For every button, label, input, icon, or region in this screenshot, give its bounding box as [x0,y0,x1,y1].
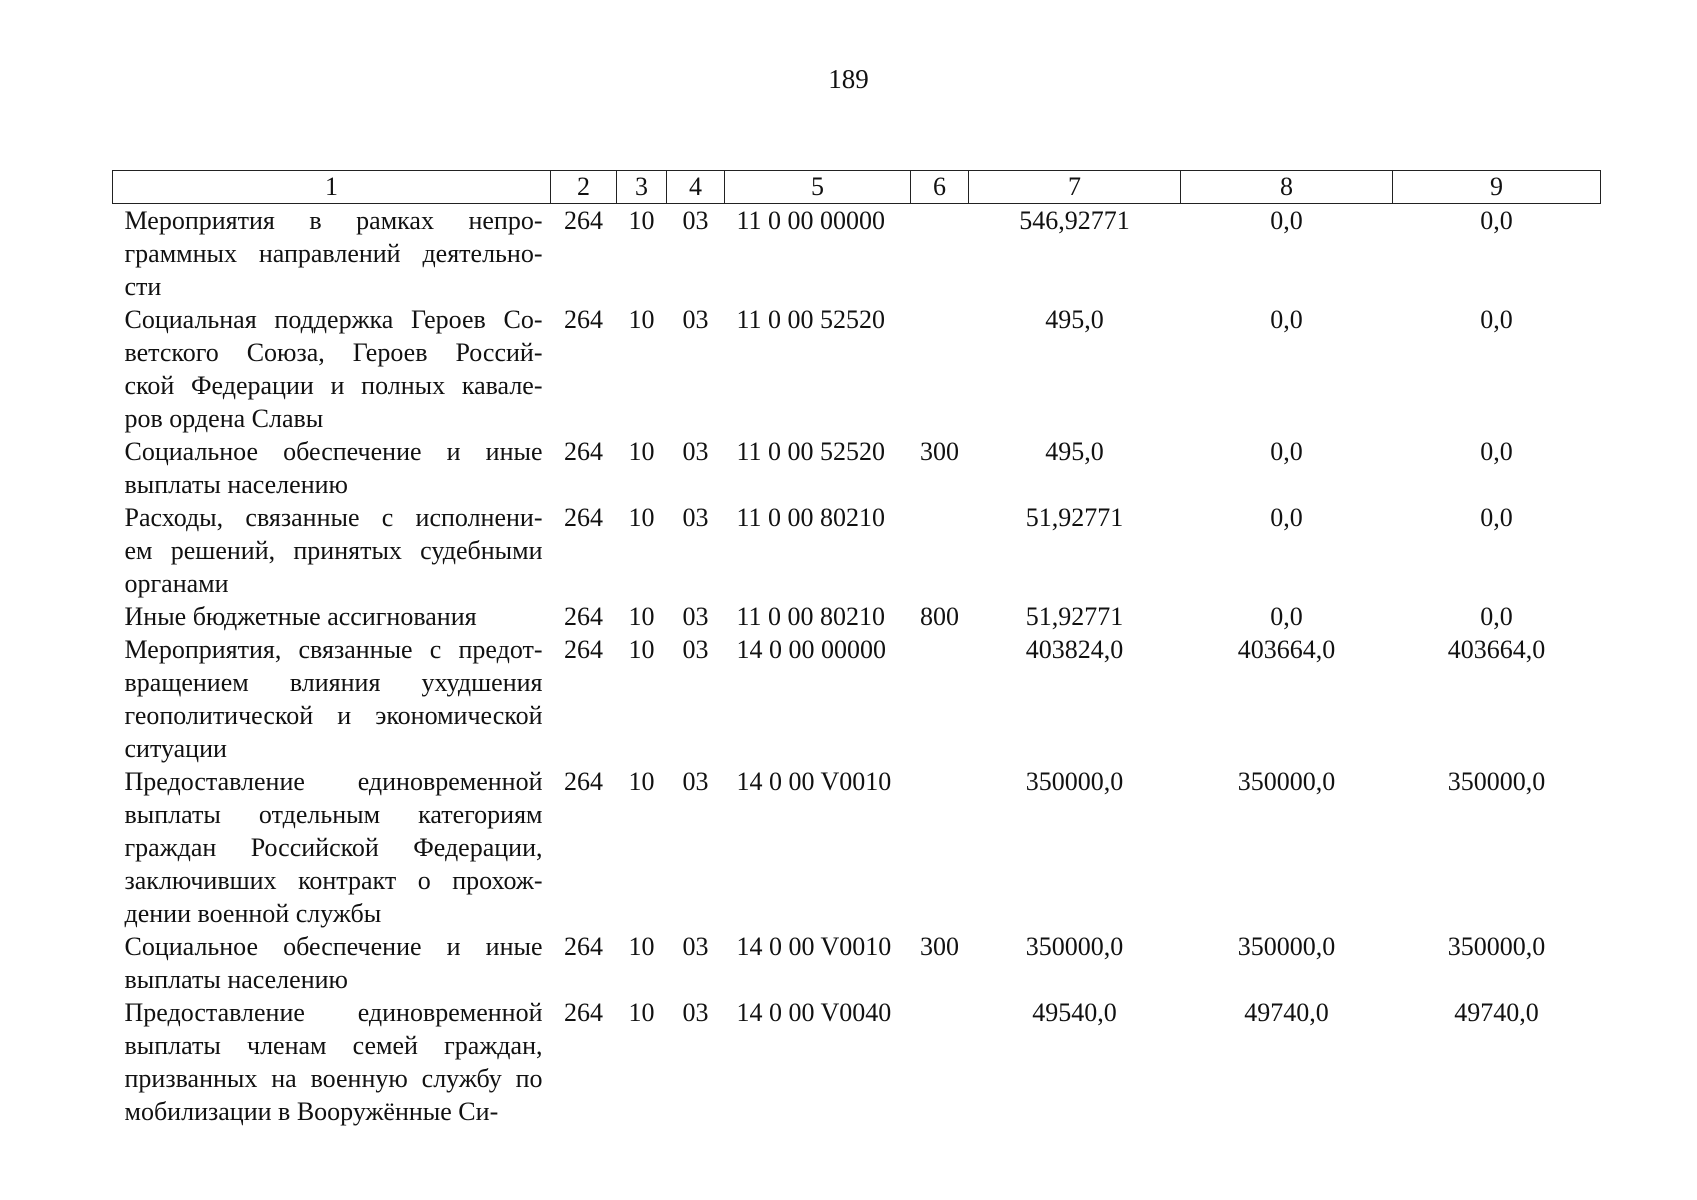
table-row [113,435,1601,501]
row-code-section: 10 [628,602,655,631]
row-name-cell [113,600,551,633]
row-code-chapter: 264 [564,437,603,466]
row-name-line: ров ордена Славы [124,404,324,433]
row-code-subsection: 03 [682,998,709,1027]
row-code-section: 10 [628,305,655,334]
row-name-line: Предоставление единовременной [124,767,543,796]
row-code-subsection: 03 [682,932,709,961]
row-code-chapter: 264 [564,206,603,235]
header-row [113,171,1601,204]
row-code-section: 10 [628,206,655,235]
row-code-expense-type [911,765,969,930]
row-code-subsection: 03 [682,602,709,631]
row-amount-col7: 350000,0 [1025,932,1124,961]
row-name-line: мобилизации в Вооружённые Си- [124,1097,499,1126]
row-code-expense-type: 300 [920,437,959,466]
row-name-cell [113,204,551,304]
row-name-cell [113,633,551,765]
row-code-subsection: 03 [682,305,709,334]
table-row [113,765,1601,930]
row-name-line: заключивших контракт о прохож- [124,866,543,895]
row-code-chapter: 264 [564,635,603,664]
row-code-subsection: 03 [682,635,709,664]
row-code-expense-type: 300 [920,932,959,961]
row-code-target-article: 14 0 00 V0010 [736,767,892,796]
row-code-section: 10 [628,998,655,1027]
row-name-line: выплаты отдельным категориям [124,800,543,829]
row-amount-col9: 0,0 [1480,305,1513,334]
row-amount-col7: 495,0 [1045,305,1104,334]
header-col-2: 2 [551,171,617,204]
row-code-target-article: 11 0 00 80210 [736,602,886,631]
row-name-line: ветского Союза, Героев Россий- [124,338,543,367]
row-amount-col8: 0,0 [1270,602,1303,631]
row-amount-col7: 51,92771 [1025,503,1124,532]
row-code-expense-type [911,633,969,765]
row-name-cell [113,996,551,1128]
row-amount-col9: 0,0 [1480,503,1513,532]
row-name-cell [113,765,551,930]
row-name-line: призванных на военную службу по [124,1064,543,1093]
row-code-chapter: 264 [564,305,603,334]
row-code-target-article: 14 0 00 00000 [736,635,886,664]
row-name-line: Социальная поддержка Героев Со- [124,305,543,334]
row-code-expense-type: 800 [920,602,959,631]
budget-table-container [112,170,1600,1128]
row-code-chapter: 264 [564,602,603,631]
row-code-chapter: 264 [564,767,603,796]
row-code-target-article: 14 0 00 V0040 [736,998,892,1027]
row-name-line: Мероприятия, связанные с предот- [124,635,543,664]
row-amount-col8: 0,0 [1270,437,1303,466]
row-name-line: дении военной службы [124,899,382,928]
row-name-line: Социальное обеспечение и иные [124,437,543,466]
table-header [113,171,1601,204]
row-name-cell [113,303,551,435]
row-code-section: 10 [628,437,655,466]
row-name-cell [113,435,551,501]
row-amount-col9: 49740,0 [1454,998,1539,1027]
row-amount-col8: 403664,0 [1237,635,1336,664]
row-name-line: Предоставление единовременной [124,998,543,1027]
row-name-cell [113,930,551,996]
header-col-4: 4 [667,171,725,204]
row-name-line: граждан Российской Федерации, [124,833,543,862]
table-row [113,204,1601,304]
row-name-line: ской Федерации и полных кавале- [124,371,543,400]
header-col-5: 5 [725,171,911,204]
row-name-line: органами [124,569,229,598]
row-code-chapter: 264 [564,503,603,532]
row-code-target-article: 11 0 00 00000 [736,206,886,235]
row-amount-col9: 0,0 [1480,437,1513,466]
header-col-1: 1 [113,171,551,204]
row-code-subsection: 03 [682,206,709,235]
row-name-line: выплаты населению [124,965,348,994]
table-row [113,930,1601,996]
row-amount-col7: 403824,0 [1025,635,1124,664]
row-name-cell [113,501,551,600]
row-name-line: вращением влияния ухудшения [124,668,543,697]
row-name-line: Иные бюджетные ассигнования [124,602,477,631]
row-amount-col7: 495,0 [1045,437,1104,466]
row-name-line: ситуации [124,734,227,763]
table-row [113,633,1601,765]
row-code-expense-type [911,303,969,435]
row-amount-col8: 49740,0 [1244,998,1329,1027]
row-name-line: ем решений, принятых судебными [124,536,543,565]
row-amount-col8: 350000,0 [1237,767,1336,796]
header-col-8: 8 [1181,171,1393,204]
row-code-section: 10 [628,503,655,532]
row-amount-col7: 546,92771 [1019,206,1130,235]
row-code-target-article: 11 0 00 52520 [736,305,886,334]
row-amount-col8: 0,0 [1270,305,1303,334]
row-amount-col9: 0,0 [1480,206,1513,235]
table-row [113,600,1601,633]
row-name-line: выплаты населению [124,470,348,499]
table-row [113,996,1601,1128]
table-body [113,204,1601,1129]
row-amount-col9: 403664,0 [1447,635,1546,664]
header-col-3: 3 [617,171,667,204]
row-name-line: Расходы, связанные с исполнени- [124,503,543,532]
row-amount-col9: 350000,0 [1447,767,1546,796]
row-name-line: Мероприятия в рамках непро- [124,206,543,235]
header-col-9: 9 [1393,171,1601,204]
row-code-section: 10 [628,767,655,796]
row-code-target-article: 14 0 00 V0010 [736,932,892,961]
budget-table [112,170,1601,1128]
row-amount-col8: 0,0 [1270,503,1303,532]
row-name-line: граммных направлений деятельно- [124,239,543,268]
row-code-target-article: 11 0 00 52520 [736,437,886,466]
row-code-expense-type [911,204,969,304]
page-number: 189 [828,64,869,94]
row-name-line: сти [124,272,162,301]
row-amount-col8: 350000,0 [1237,932,1336,961]
row-code-expense-type [911,501,969,600]
row-name-line: геополитической и экономической [124,701,543,730]
row-code-subsection: 03 [682,437,709,466]
row-code-chapter: 264 [564,998,603,1027]
row-name-line: выплаты членам семей граждан, [124,1031,543,1060]
row-amount-col9: 0,0 [1480,602,1513,631]
row-code-expense-type [911,996,969,1128]
row-code-target-article: 11 0 00 80210 [736,503,886,532]
row-code-section: 10 [628,932,655,961]
row-amount-col8: 0,0 [1270,206,1303,235]
row-amount-col7: 49540,0 [1032,998,1117,1027]
row-code-subsection: 03 [682,503,709,532]
row-code-chapter: 264 [564,932,603,961]
row-amount-col9: 350000,0 [1447,932,1546,961]
table-row [113,501,1601,600]
row-name-line: Социальное обеспечение и иные [124,932,543,961]
row-code-section: 10 [628,635,655,664]
row-code-subsection: 03 [682,767,709,796]
header-col-7: 7 [969,171,1181,204]
row-amount-col7: 51,92771 [1025,602,1124,631]
header-col-6: 6 [911,171,969,204]
row-amount-col7: 350000,0 [1025,767,1124,796]
table-row [113,303,1601,435]
